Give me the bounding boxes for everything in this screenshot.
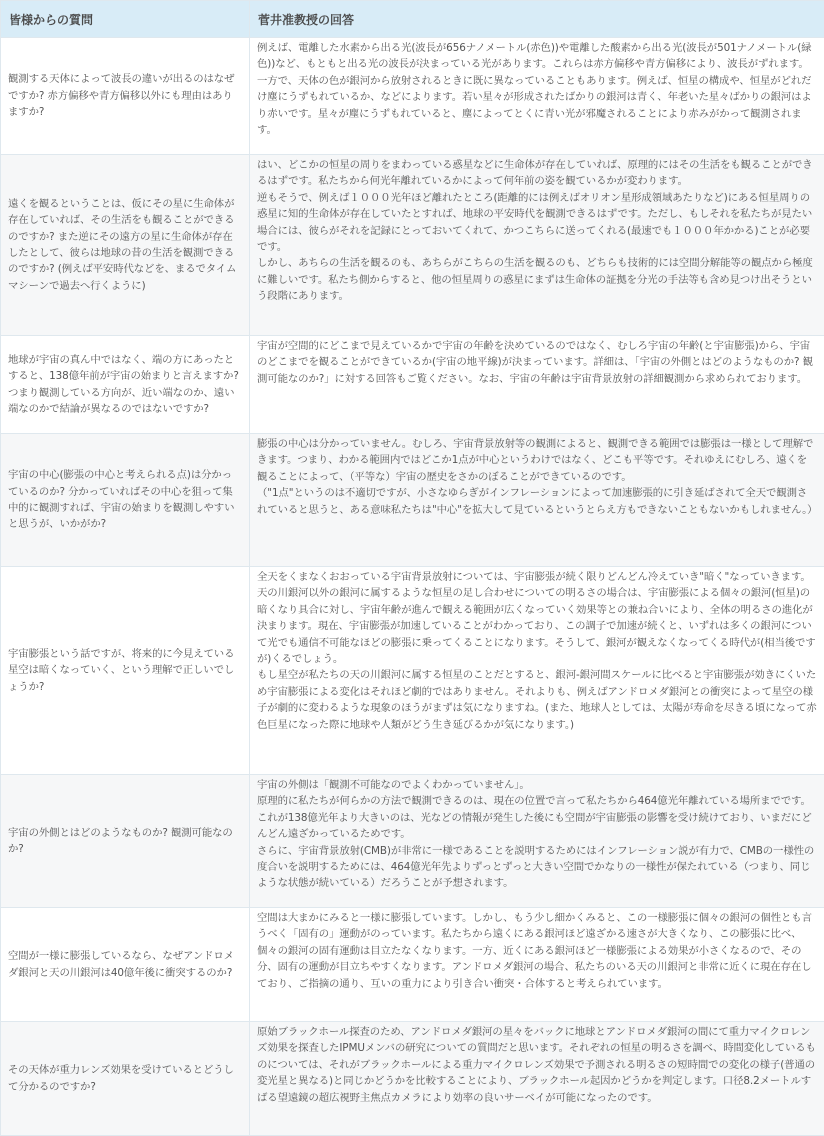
qa-row [1, 1022, 824, 1136]
answer-paragraph: 原始ブラックホール探査のため、アンドロメダ銀河の星々をバックに地球とアンドロメダ銀河の間にて重力マイクロレンズ効果を探査したIPMUメンバの研究についての質問だと思います。それぞれの恒星の明るさを調べ、時間変化しているものについては、それがブラックホールによる重力マイクロレンズ効果で予測される明るさの短時間での変化の様子(普通の変光星と異なる)と同じかどうかを比較することにより、ブラックホール起因かどうかを判定します。口径8.2メートルすばる望遠鏡の超広視野主焦点カメラにより効率の良いサーベイが可能になったのです。 [257, 1026, 816, 1104]
qa-row [1, 155, 824, 336]
answer-paragraph: 宇宙の外側は「観測不可能なのでよくわかっていません」。 [257, 779, 530, 791]
question-cell: 宇宙の外側とはどのようなものか? 観測可能なのか? [1, 775, 250, 908]
question-column-header: 皆様からの質問 [1, 1, 250, 38]
qa-row [1, 336, 824, 434]
question-cell: 観測する天体によって波長の違いが出るのはなぜですか? 赤方偏移や青方偏移以外にも理由はありますか? [1, 38, 250, 155]
answer-paragraph: 天の川銀河以外の銀河に属するような恒星の足し合わせについての明るさの場合は、宇宙膨張による個々の銀河(恒星)の暗くなり具合に対し、宇宙年齢が進んで観える範囲が広くなっていく効果等との兼ね合いにより、全体の明るさの進化が決まります。現在、宇宙膨張が加速していることがわかっており、この調子で加速が続くと、いずれは多くの銀河について光でも通信不可能なほどの膨張に乗ってくることになります。そうして、銀河が観えなくなってくる時代が(相当後ですが)くるでしょう。 [257, 587, 816, 666]
question-cell: 地球が宇宙の真ん中ではなく、端の方にあったとすると、138億年前が宇宙の始まりと言えますか? つまり観測している方向が、近い端なのか、遠い端なのかで結論が異なるのではないですか? [1, 336, 250, 434]
question-cell: 空間が一様に膨張しているなら、なぜアンドロメダ銀河と天の川銀河は40億年後に衝突するのか? [1, 908, 250, 1022]
answer-paragraph: 空間は大まかにみると一様に膨張しています。しかし、もう少し細かくみると、この一様膨張に個々の銀河の個性とも言うべく「固有の」運動がのっています。私たちから遠くにある銀河ほど遠ざかる速さが大きくなり、この膨張に比べ、個々の銀河の固有運動は目立たなくなります。一方、近くにある銀河ほど一様膨張による効果が小さくなるので、その分、固有の運動が目立ちやすくなります。アンドロメダ銀河の場合、私たちのいる天の川銀河と非常に近くに現在存在しており、ご指摘の通り、互いの重力により引き合い衝突・合体すると考えられています。 [257, 912, 812, 990]
question-cell: 遠くを観るということは、仮にその星に生命体が存在していれば、その生活をも観ることができるのですか? また逆にその遠方の星に生命体が存在したとして、彼らは地球の昔の生活を観測できるのですか? (例えば平安時代などを、まるでタイムマシーンで過去へ行くように) [1, 155, 250, 336]
answer-paragraph: さらに、宇宙背景放射(CMB)が非常に一様であることを説明するためにはインフレーション説が有力で、CMBの一様性の度合いを説明するためには、464億光年先よりずっとずっと大きい空間でかなりの一様性が保たれている（つまり、同じような状態が続いている）だろうことが予想されます。 [257, 844, 815, 890]
answer-column-header: 菅井准教授の回答 [250, 1, 824, 38]
answer-paragraph: しかし、あちらの生活を観るのも、あちらがこちらの生活を観るのも、どちらも技術的には空間分解能等の観点から極度に難しいです。私たち側からすると、他の恒星周りの惑星にまずは生命体の証拠を分光の手法等も含め見つけ出そうという段階にあります。 [257, 257, 813, 303]
qa-row [1, 38, 824, 155]
question-cell: 宇宙膨張という話ですが、将来的に今見えている星空は暗くなっていく、という理解で正しいでしょうか? [1, 567, 250, 775]
question-cell: 宇宙の中心(膨張の中心と考えられる点)は分かっているのか? 分かっていればその中心を狙って集中的に観測すれば、宇宙の始まりを観測しやすいと思うが、いかがか? [1, 434, 250, 567]
qa-row [1, 567, 824, 775]
answer-paragraph: 全天をくまなくおおっている宇宙背景放射については、宇宙膨張が続く限りどんどん冷えていき"暗く"なっていきます。 [257, 571, 811, 583]
answer-cell [250, 567, 824, 775]
answer-cell [250, 1022, 824, 1136]
qa-row [1, 908, 824, 1022]
qa-row [1, 434, 824, 567]
question-cell: その天体が重力レンズ効果を受けているとどうして分かるのですか? [1, 1022, 250, 1136]
answer-paragraph: （"1点"というのは不適切ですが、小さなゆらぎがインフレーションによって加速膨張的に引き延ばされて全天で観測されていると思うと、ある意味私たちは"中心"を拡大して見ているというとらえ方もできないこともないかもしれません。） [257, 487, 818, 516]
answer-cell [250, 434, 824, 567]
answer-paragraph: 例えば、電離した水素から出る光(波長が656ナノメートル(赤色))や電離した酸素から出る光(波長が501ナノメートル(緑色))など、もともと出る光の波長が決まっている光があります。これらは赤方偏移や青方偏移により、波長がずれます。一方で、天体の色が銀河から放射されるときに既に異なっていることもあります。例えば、恒星の構成や、恒星がどれだけ塵にうずもれているか、などによります。若い星々が形成されたばかりの銀河は青く、年老いた星々ばかりの銀河はより赤いです。星々が塵にうずもれていると、塵によってとくに青い光が邪魔されることにより赤みがかって観測されます。 [257, 42, 812, 137]
answer-paragraph: 宇宙が空間的にどこまで見えているかで宇宙の年齢を決めているのではなく、むしろ宇宙の年齢(と宇宙膨張)から、宇宙のどこまでを観ることができているか(宇宙の地平線)が決まっています。詳細は、「宇宙の外側とはどのようなものか? 観測可能なのか?」に対する回答もご覧ください。なお、宇宙の年齢は宇宙背景放射の詳細観測から求められております。 [257, 340, 813, 385]
header-row [1, 1, 824, 38]
answer-cell [250, 155, 824, 336]
answer-paragraph: もし星空が私たちの天の川銀河に属する恒星のことだとすると、銀河-銀河間スケールに比べると宇宙膨張が効きにくいため宇宙膨張による変化はそれほど劇的ではありません。それよりも、例えばアンドロメダ銀河との衝突によって星空の様子が劇的に変わるような現象のほうがまずは気になりますね。(また、地球人としては、太陽が寿命を尽きる頃になって赤色巨星になった際に地球や人類がどう生き延びるかが気になります。) [257, 669, 817, 731]
answer-cell [250, 336, 824, 434]
answer-cell [250, 908, 824, 1022]
answer-paragraph: 膨張の中心は分かっていません。むしろ、宇宙背景放射等の観測によると、観測できる範囲では膨張は一様として理解できます。つまり、わかる範囲内ではどこか1点が中心というわけではなく、どこも平等です。それゆえにむしろ、遠くを観ることによって、（平等な）宇宙の歴史をさかのぼることができているのです。 [257, 438, 814, 483]
answer-paragraph: はい、どこかの恒星の周りをまわっている惑星などに生命体が存在していれば、原理的にはその生活をも観ることができるはずです。私たちから何光年離れているかによって何年前の姿を観ているかが変わります。 [257, 159, 813, 188]
qa-row [1, 775, 824, 908]
answer-paragraph: 原理的に私たちが何らかの方法で観測できるのは、現在の位置で言って私たちから464億光年離れている場所までです。これが138億光年より大きいのは、光などの情報が発生した後にも空間が宇宙膨張の影響を受け続けており、いまだにどんどん遠ざかっているためです。 [257, 795, 812, 841]
answer-cell [250, 38, 824, 155]
answer-cell [250, 775, 824, 908]
answer-paragraph: 逆もそうで、例えば１０００光年ほど離れたところ(距離的には例えばオリオン星形成領域あたりなど)にある恒星周りの惑星に知的生命体が存在していたとすれば、地球の平安時代を観測できるはずです。ただし、もしそれを私たちが見たい場合には、彼らがそれを記録にとっておいてくれて、かつこちらに送ってくれる(最速でも１０００年かかる)ことが必要です。 [257, 191, 813, 254]
